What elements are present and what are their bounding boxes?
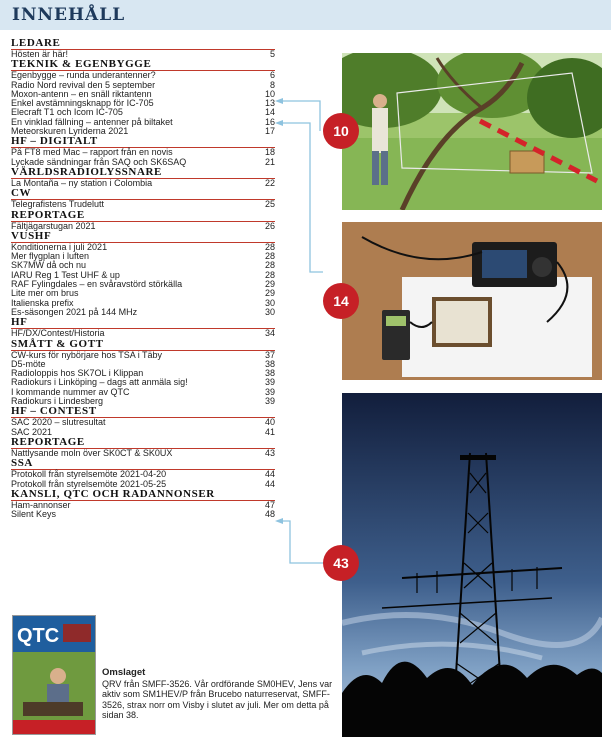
page-title: INNEHÅLL — [12, 5, 126, 25]
toc-entry-title: SK7MW då och nu — [11, 260, 87, 271]
toc-entry-title: Radiokurs i Lindesberg — [11, 396, 104, 407]
toc-entry-page: 28 — [264, 251, 275, 262]
toc-entry-title: Ham-annonser — [11, 499, 71, 510]
toc-entry-page: 25 — [264, 199, 275, 210]
page-badge-14: 14 — [323, 283, 359, 319]
toc-entry-page: 6 — [269, 70, 275, 81]
toc-entry-title: Silent Keys — [11, 509, 57, 520]
toc-entry-title: IARU Reg 1 Test UHF & up — [11, 269, 120, 280]
toc-entry-title: Moxon-antenn – en snäll riktantenn — [11, 88, 152, 99]
toc-entry-title: SAC 2021 — [11, 426, 53, 437]
cover-thumbnail — [12, 615, 96, 735]
toc-entry-page: 21 — [264, 156, 275, 167]
toc-entry-page: 8 — [269, 79, 275, 90]
toc-section-heading: LEDARE — [11, 38, 275, 50]
toc-entry-page: 39 — [264, 377, 275, 388]
toc-entry-page: 29 — [264, 279, 275, 290]
toc-entry-title: Nattlysande moln över SK0CT & SK0UX — [11, 447, 173, 458]
cover-caption — [102, 668, 334, 721]
toc-entry-title: Radioloppis hos SK7OL i Klippan — [11, 368, 144, 379]
toc-entry-page: 22 — [264, 177, 275, 188]
toc-entry-page: 34 — [264, 328, 275, 339]
toc-entry-title: Protokoll från styrelsemöte 2021-04-20 — [11, 469, 167, 480]
toc-entry-page: 28 — [264, 269, 275, 280]
toc-entry-title: Mer flygplan i luften — [11, 251, 90, 262]
toc-section-heading: REPORTAGE — [11, 210, 275, 222]
toc-entry-page: 44 — [264, 478, 275, 489]
toc-entry-page: 38 — [264, 358, 275, 369]
toc-section-heading: VÄRLDSRADIOLYSSNARE — [11, 167, 275, 179]
toc-entry-title: RAF Fylingdales – en svåravstörd störkälla — [11, 279, 183, 290]
toc-section-heading: HF – DIGITALT — [11, 136, 275, 148]
toc-entry-page: 48 — [264, 509, 275, 520]
toc-entry-title: Italienska prefix — [11, 297, 74, 308]
toc-entry-title: SAC 2020 – slutresultat — [11, 417, 106, 428]
cover-text: QRV från SMFF-3526. Vår ordförande SM0HEV, Jens var aktiv som SM1HEV/P från Brucebo naturreservat, SMFF-3526, strax norr om Visby i slutet av juli. Mer om detta på sidan 38. — [102, 678, 333, 720]
toc-section-heading: REPORTAGE — [11, 437, 275, 449]
toc-section-heading: HF — [11, 317, 275, 329]
toc-section-heading: CW — [11, 188, 275, 200]
toc-entry-page: 29 — [264, 288, 275, 299]
toc-entry-page: 13 — [264, 98, 275, 109]
toc-entry-page: 5 — [269, 49, 275, 59]
toc-entry-page: 39 — [264, 386, 275, 397]
toc-entry-page: 37 — [264, 349, 275, 360]
toc-entry-page: 47 — [264, 499, 275, 510]
cover-logo: QTC — [17, 625, 60, 647]
toc-entry-title: På FT8 med Mac – rapport från en novis — [11, 147, 173, 158]
toc-entry-page: 43 — [264, 447, 275, 458]
toc-section-heading: HF – CONTEST — [11, 406, 275, 418]
toc-entry-title: D5-möte — [11, 358, 46, 369]
toc-entry-title: Hösten är här! — [11, 49, 69, 59]
toc-entry-page: 30 — [264, 297, 275, 308]
toc-entry-title: Telegrafistens Trudelutt — [11, 199, 105, 210]
toc-section-heading: SSA — [11, 458, 275, 470]
toc-entry-title: Elecraft T1 och Icom IC-705 — [11, 107, 123, 118]
toc-entry-title: Enkel avstämningsknapp för IC-705 — [11, 98, 154, 109]
toc-entry-title: Fältjägarstugan 2021 — [11, 220, 96, 231]
toc-section-heading: TEKNIK & EGENBYGGE — [11, 59, 275, 71]
toc-section-heading: SMÅTT & GOTT — [11, 339, 275, 351]
page-badge-43: 43 — [323, 545, 359, 581]
toc-section-heading: VUSHF — [11, 231, 275, 243]
qtc-cover-image — [13, 616, 95, 734]
toc-entry-page: 18 — [264, 147, 275, 158]
toc-entry-page: 39 — [264, 396, 275, 407]
toc-entry-title: Es-säsongen 2021 på 144 MHz — [11, 306, 138, 317]
toc-entry-title: Radiokurs i Linköping – dags att anmäla sig! — [11, 377, 188, 388]
toc-entry-title: La Montaña – ny station i Colombia — [11, 177, 153, 188]
toc-entry-title: Radio Nord revival den 5 september — [11, 79, 156, 90]
toc-entry-page: 40 — [264, 417, 275, 428]
toc-entry-title: I kommande nummer av QTC — [11, 386, 130, 397]
toc-entry-title: Lite mer om brus — [11, 288, 79, 299]
toc-entry-title: Meteorskuren Lyriderna 2021 — [11, 126, 129, 137]
toc-entry-title: Konditionerna i juli 2021 — [11, 241, 108, 252]
page-badge-10: 10 — [323, 113, 359, 149]
toc-entry-title: En vinklad fällning – antenner på biltaket — [11, 116, 173, 127]
toc-entry-page: 38 — [264, 368, 275, 379]
toc-entry-page: 41 — [264, 426, 275, 437]
toc-entry-title: Egenbygge – runda underantenner? — [11, 70, 156, 81]
toc-entry-page: 30 — [264, 306, 275, 317]
toc-entry-page: 16 — [264, 116, 275, 127]
toc-entry-page: 10 — [264, 88, 275, 99]
toc-entry-title: Protokoll från styrelsemöte 2021-05-25 — [11, 478, 167, 489]
toc-entry-page: 26 — [264, 220, 275, 231]
toc-entry-page: 17 — [264, 126, 275, 137]
toc-entry-page: 28 — [264, 260, 275, 271]
toc-entry-title: Lyckade sändningar från SAQ och SK6SAQ — [11, 156, 187, 167]
toc-entry-title: CW-kurs för nybörjare hos TSA i Täby — [11, 349, 163, 360]
toc-section-heading: KANSLI, QTC OCH RADANNONSER — [11, 489, 275, 501]
toc-entry-page: 14 — [264, 107, 275, 118]
toc-entry-title: HF/DX/Contest/Historia — [11, 328, 105, 339]
toc-entry-page: 28 — [264, 241, 275, 252]
cover-heading: Omslaget — [102, 667, 146, 678]
toc-entry-page: 44 — [264, 469, 275, 480]
